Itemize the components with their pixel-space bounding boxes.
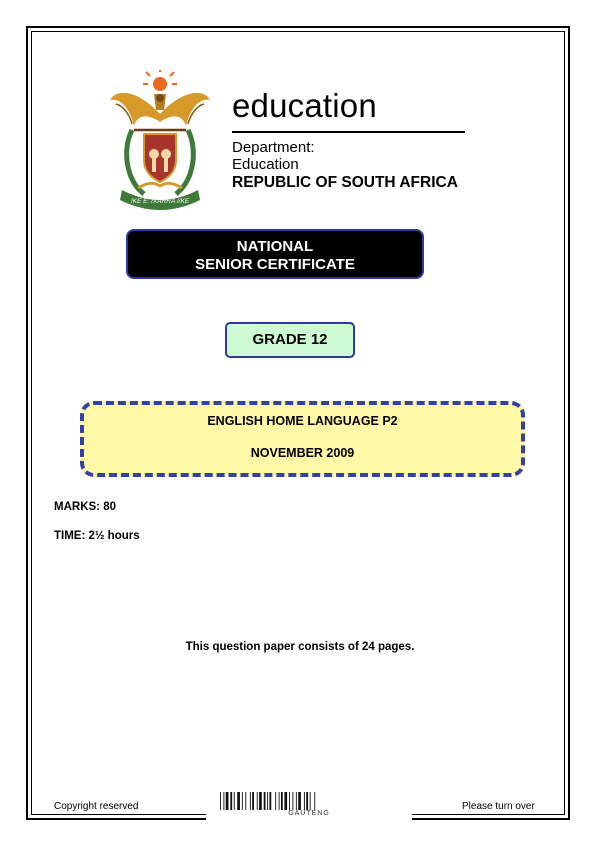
country-name: REPUBLIC OF SOUTH AFRICA (232, 174, 458, 191)
exam-session: NOVEMBER 2009 (250, 446, 355, 460)
department-name: Education (232, 156, 299, 173)
barcode-label: GAUTENG (288, 810, 330, 817)
certificate-line-2: SENIOR CERTIFICATE (195, 256, 355, 273)
department-label: Department: (232, 139, 315, 156)
certificate-line-1: NATIONAL (236, 238, 314, 255)
subject-panel (80, 401, 525, 477)
barcode-sticker (206, 784, 412, 820)
subject-title: ENGLISH HOME LANGUAGE P2 (207, 414, 398, 428)
page-count-note: This question paper consists of 24 pages. (185, 641, 415, 653)
copyright-notice: Copyright reserved (54, 801, 139, 812)
education-wordmark: education (232, 87, 377, 124)
time-label: TIME: 2½ hours (54, 530, 140, 542)
marks-label: MARKS: 80 (54, 501, 116, 513)
barcode-icon (220, 792, 400, 810)
coat-of-arms-icon (108, 70, 212, 210)
header-rule (232, 131, 465, 133)
turn-over-notice: Please turn over (462, 801, 535, 812)
svg-text:!KE E: /XARRA //KE: !KE E: /XARRA //KE (130, 198, 190, 205)
certificate-banner (126, 229, 424, 279)
grade-badge: GRADE 12 (225, 322, 355, 358)
